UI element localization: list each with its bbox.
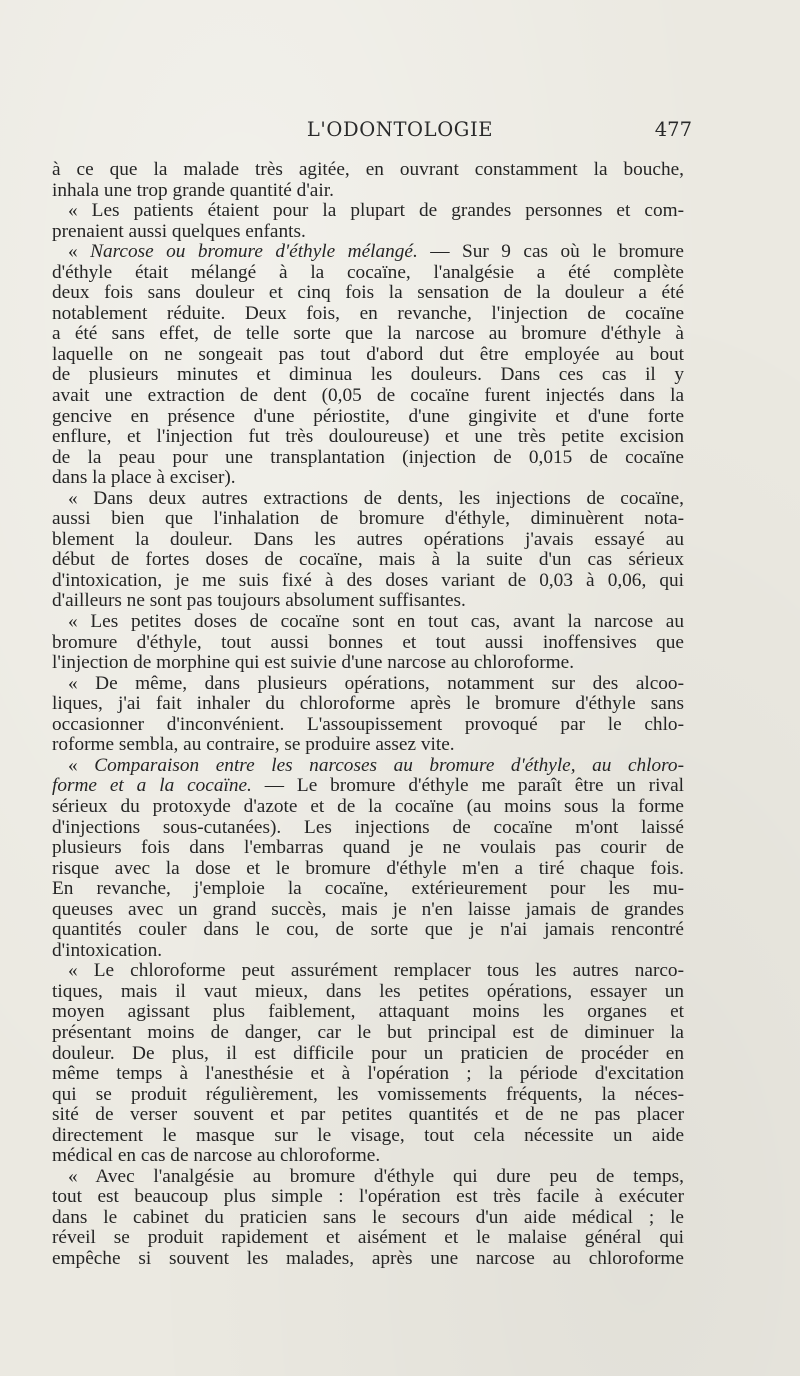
text-line <box>52 242 684 263</box>
text-line: d'intoxication. <box>52 939 163 961</box>
italic-heading-span: forme et a la cocaïne. <box>52 775 252 797</box>
text-span: « <box>68 754 95 776</box>
text-line: En revanche, j'emploie la cocaïne, extérieurement pour les mu- <box>52 878 684 900</box>
text-line: risque avec la dose et le bromure d'éthyle m'en a tiré chaque fois. <box>52 857 684 879</box>
text-line: enflure, et l'injection fut très douloureuse) et une très petite excision <box>52 426 684 448</box>
text-line: dans la place à exciser). <box>52 467 236 489</box>
text-line: sérieux du protoxyde d'azote et de la cocaïne (au moins sous la forme <box>52 795 684 817</box>
page-number: 477 <box>654 118 692 141</box>
text-line: directement le masque sur le visage, tout cela nécessite un aide <box>52 1124 684 1146</box>
text-line: avait une extraction de dent (0,05 de cocaïne furent injectés dans la <box>52 385 684 407</box>
running-title: L'ODONTOLOGIE <box>306 118 494 141</box>
text-line: de la peau pour une transplantation (injection de 0,015 de cocaïne <box>52 446 684 468</box>
text-line: deux fois sans douleur et cinq fois la sensation de la douleur a été <box>52 282 684 304</box>
italic-heading-span: Narcose ou bromure d'éthyle mélangé. <box>90 241 418 263</box>
text-line: qui se produit régulièrement, les vomissements fréquents, la néces- <box>52 1083 684 1105</box>
text-line: « Les petites doses de cocaïne sont en tout cas, avant la narcose au <box>68 611 684 633</box>
text-line <box>52 776 684 797</box>
text-line: « Dans deux autres extractions de dents, les injections de cocaïne, <box>68 487 684 509</box>
text-line: douleur. De plus, il est difficile pour un praticien de procéder en <box>52 1042 684 1064</box>
text-line: début de fortes doses de cocaïne, mais à la suite d'un cas sérieux <box>52 549 684 571</box>
text-line: même temps à l'anesthésie et à l'opération ; la période d'excitation <box>52 1063 684 1085</box>
text-line: à ce que la malade très agitée, en ouvrant constamment la bouche, <box>52 159 684 180</box>
text-line: d'ailleurs ne sont pas toujours absolument suffisantes. <box>52 590 466 612</box>
text-line: tiques, mais il vaut mieux, dans les petites opérations, essayer un <box>52 980 684 1002</box>
text-line: « Les patients étaient pour la plupart de grandes personnes et com- <box>68 200 684 222</box>
text-line: roforme sembla, au contraire, se produire assez vite. <box>52 734 455 756</box>
text-span: — Sur 9 cas où le bromure <box>417 241 684 263</box>
text-line: queuses avec un grand succès, mais je n'en laisse jamais de grandes <box>52 898 684 920</box>
text-line: « De même, dans plusieurs opérations, notamment sur des alcoo- <box>68 672 684 694</box>
text-line: plusieurs fois dans l'embarras quand je ne voulais pas courir de <box>52 837 684 859</box>
body-text <box>52 160 684 1270</box>
text-line: a été sans effet, de telle sorte que la narcose au bromure d'éthyle à <box>52 323 684 345</box>
text-line: médical en cas de narcose au chloroforme. <box>52 1145 381 1167</box>
text-line: notablement réduite. Deux fois, en revanche, l'injection de cocaïne <box>52 302 684 324</box>
text-line: liques, j'ai fait inhaler du chloroforme après le bromure d'éthyle sans <box>52 693 684 715</box>
text-line: moyen agissant plus faiblement, attaquant moins les organes et <box>52 1001 684 1023</box>
text-line: gencive en présence d'une périostite, d'une gingivite et d'une forte <box>52 405 684 427</box>
italic-heading-span: Comparaison entre les narcoses au bromure d'éthyle, au chloro- <box>94 754 684 776</box>
text-line: tout est beaucoup plus simple : l'opération est très facile à exécuter <box>52 1186 684 1208</box>
text-span: « <box>68 241 91 263</box>
text-line: blement la douleur. Dans les autres opérations j'avais essayé au <box>52 528 684 550</box>
text-line: empêche si souvent les malades, après une narcose au chloroforme <box>52 1247 684 1269</box>
text-line: occasionner d'inconvénient. L'assoupissement provoqué par le chlo- <box>52 713 684 735</box>
text-line: « Le chloroforme peut assurément remplacer tous les autres narco- <box>68 960 684 982</box>
text-span: — Le bromure d'éthyle me paraît être un rival <box>251 775 685 797</box>
page-header <box>105 118 695 148</box>
text-line: laquelle on ne songeait pas tout d'abord dut être employée au bout <box>52 343 684 365</box>
text-line: prenaient aussi quelques enfants. <box>52 220 306 242</box>
text-line: de plusieurs minutes et diminua les douleurs. Dans ces cas il y <box>52 364 684 386</box>
text-line: quantités couler dans le cou, de sorte que je n'ai jamais rencontré <box>52 919 684 941</box>
text-line: présentant moins de danger, car le but principal est de diminuer la <box>52 1021 684 1043</box>
text-line: sité de verser souvent et par petites quantités et de ne pas placer <box>52 1104 684 1126</box>
text-line: aussi bien que l'inhalation de bromure d'éthyle, diminuèrent nota- <box>52 508 684 530</box>
text-line: inhala une trop grande quantité d'air. <box>52 179 334 201</box>
text-line: d'injections sous-cutanées). Les injections de cocaïne m'ont laissé <box>52 816 684 838</box>
text-line: dans le cabinet du praticien sans le secours d'un aide médical ; le <box>52 1206 684 1228</box>
text-line: d'éthyle était mélangé à la cocaïne, l'analgésie a été complète <box>52 261 684 283</box>
text-line: bromure d'éthyle, tout aussi bonnes et tout aussi inoffensives que <box>52 631 684 653</box>
text-line: réveil se produit rapidement et aisément et le malaise général qui <box>52 1227 684 1249</box>
text-line: « Avec l'analgésie au bromure d'éthyle qui dure peu de temps, <box>68 1165 684 1187</box>
text-line: d'intoxication, je me suis fixé à des doses variant de 0,03 à 0,06, qui <box>52 569 684 591</box>
text-line: l'injection de morphine qui est suivie d'une narcose au chloroforme. <box>52 652 575 674</box>
text-line <box>52 756 684 777</box>
